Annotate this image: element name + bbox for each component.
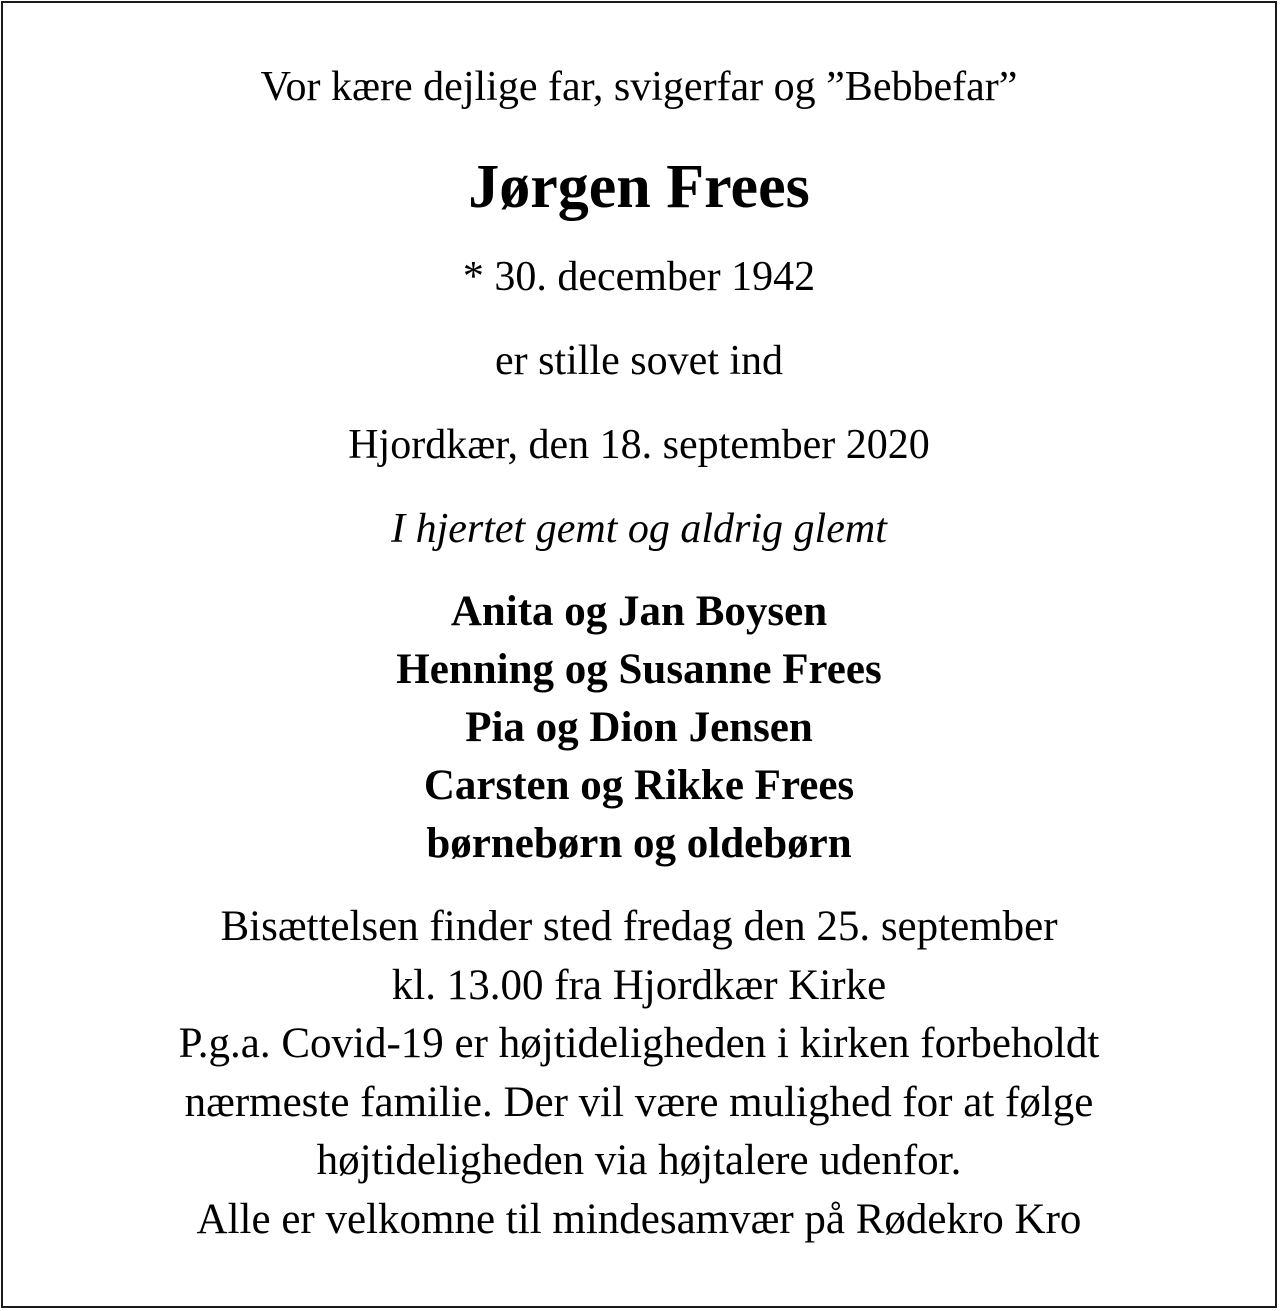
mourner-name: Henning og Susanne Frees xyxy=(396,646,882,693)
funeral-details xyxy=(3,898,1275,1249)
funeral-detail-line: nærmeste familie. Der vil være mulighed for at følge xyxy=(184,1078,1094,1126)
funeral-detail-line: kl. 13.00 fra Hjordkær Kirke xyxy=(391,961,887,1009)
funeral-detail-line: P.g.a. Covid-19 er højtideligheden i kirken forbeholdt xyxy=(178,1020,1100,1067)
passed-away-line: er stille sovet ind xyxy=(494,338,784,384)
intro-line: Vor kære dejlige far, svigerfar og ”Bebbefar” xyxy=(260,64,1018,110)
deceased-name: Jørgen Frees xyxy=(468,153,810,221)
mourner-name: Pia og Dion Jensen xyxy=(465,704,813,751)
memorial-motto: I hjertet gemt og aldrig glemt xyxy=(391,506,887,552)
place-and-date: Hjordkær, den 18. september 2020 xyxy=(348,422,930,468)
mourner-name: børnebørn og oldebørn xyxy=(426,820,852,867)
mourners-list xyxy=(3,583,1275,873)
birth-date: * 30. december 1942 xyxy=(462,254,816,300)
mourner-name: Carsten og Rikke Frees xyxy=(423,762,855,809)
obituary-notice xyxy=(1,1,1277,1308)
funeral-detail-line: Bisættelsen finder sted fredag den 25. september xyxy=(220,903,1058,950)
funeral-detail-line: Alle er velkomne til mindesamvær på Rødekro Kro xyxy=(196,1195,1082,1243)
mourner-name: Anita og Jan Boysen xyxy=(450,588,828,635)
funeral-detail-line: højtideligheden via højtalere udenfor. xyxy=(316,1137,962,1184)
